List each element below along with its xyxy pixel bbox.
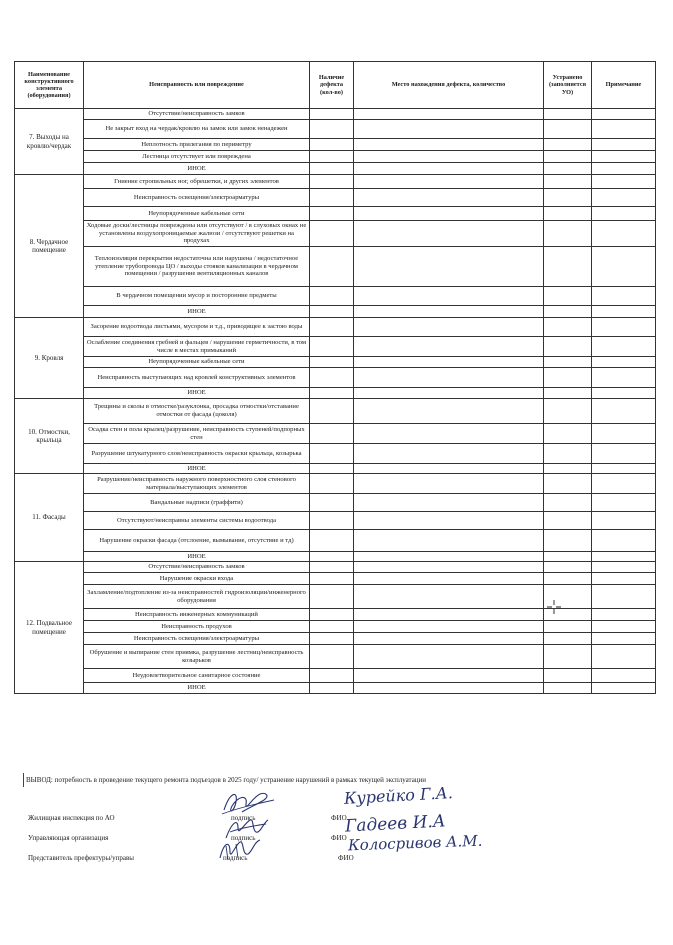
fixed-cell[interactable] [544, 562, 592, 573]
note-cell[interactable] [592, 585, 656, 609]
location-cell[interactable] [354, 175, 544, 189]
defect-cell: Вандальные надписи (граффити) [84, 494, 310, 512]
defect-cell: Отсутствие/неисправность замков [84, 562, 310, 573]
defect-cell: Нарушение окраски входа [84, 573, 310, 585]
location-cell[interactable] [354, 388, 544, 399]
note-cell[interactable] [592, 562, 656, 573]
presence-cell[interactable] [310, 444, 354, 464]
fixed-cell[interactable] [544, 207, 592, 221]
defect-cell: ИНОЕ [84, 388, 310, 399]
note-cell[interactable] [592, 621, 656, 633]
fixed-cell[interactable] [544, 368, 592, 388]
table-row [15, 464, 656, 474]
location-cell[interactable] [354, 444, 544, 464]
defect-cell: Неисправность освещения/электроарматуры [84, 633, 310, 645]
note-cell[interactable] [592, 221, 656, 247]
defect-cell: Неисправность инженерных коммуникаций [84, 609, 310, 621]
section-name: 8. Чердачное помещение [15, 175, 84, 318]
presence-cell[interactable] [310, 247, 354, 287]
table-row [15, 552, 656, 562]
defect-cell: Отсутствуют/неисправны элементы системы водоотвода [84, 512, 310, 530]
fixed-cell[interactable] [544, 530, 592, 552]
table-row [15, 175, 656, 189]
fixed-cell[interactable] [544, 189, 592, 207]
defect-cell: Теплоизоляция перекрытия недостаточна или нарушена / недостаточное утепление трубопровода ЦО / выходы стояков канализации в чердачном помещении / разрушение вентиляционных каналов [84, 247, 310, 287]
note-cell[interactable] [592, 175, 656, 189]
fixed-cell[interactable] [544, 399, 592, 424]
fixed-cell[interactable] [544, 573, 592, 585]
defect-cell: Ослабление соединения гребней и фальцев / нарушение герметичности, в том числе в местах примыканий [84, 337, 310, 357]
presence-cell[interactable] [310, 287, 354, 306]
presence-cell[interactable] [310, 109, 354, 120]
fixed-cell[interactable] [544, 683, 592, 694]
fixed-cell[interactable] [544, 221, 592, 247]
fixed-cell[interactable] [544, 163, 592, 175]
signer-3-fio-value: Колосривов А.М. [347, 831, 483, 855]
signer-3-role: Представитель префектуры/управы [28, 854, 135, 862]
table-row [15, 357, 656, 368]
location-cell[interactable] [354, 683, 544, 694]
location-cell[interactable] [354, 163, 544, 175]
defect-cell: Трещины и сколы в отмостке/разуклонка, просадка отмостки/отставание отмостки от фасада (цоколя) [84, 399, 310, 424]
presence-cell[interactable] [310, 609, 354, 621]
table-row [15, 120, 656, 139]
location-cell[interactable] [354, 306, 544, 318]
table-row [15, 621, 656, 633]
fixed-cell[interactable] [544, 151, 592, 163]
presence-cell[interactable] [310, 139, 354, 151]
presence-cell[interactable] [310, 474, 354, 494]
fixed-cell[interactable] [544, 357, 592, 368]
conclusion-text: ВЫВОД: потребность в проведение текущего ремонта подъездов в 2025 году/ устранение нарушений в рамках текущей эксплуатации [26, 776, 427, 784]
location-cell[interactable] [354, 573, 544, 585]
note-cell[interactable] [592, 287, 656, 306]
location-cell[interactable] [354, 120, 544, 139]
location-cell[interactable] [354, 207, 544, 221]
fixed-cell[interactable] [544, 512, 592, 530]
defect-cell: Не закрыт вход на чердак/кровлю на замок или замок ненадежен [84, 120, 310, 139]
location-cell[interactable] [354, 669, 544, 683]
defect-cell: Разрушение штукатурного слоя/неисправность окраски крыльца, козырька [84, 444, 310, 464]
table-row [15, 207, 656, 221]
table-row [15, 645, 656, 669]
defect-cell: ИНОЕ [84, 163, 310, 175]
fixed-cell[interactable] [544, 621, 592, 633]
col-fixed-header: Устранено (заполняется УО) [544, 62, 592, 109]
note-cell[interactable] [592, 683, 656, 694]
note-cell[interactable] [592, 552, 656, 562]
note-cell[interactable] [592, 633, 656, 645]
defect-cell: Нарушение окраски фасада (отслоение, вымывание, отсутствие и тд) [84, 530, 310, 552]
table-row [15, 530, 656, 552]
location-cell[interactable] [354, 621, 544, 633]
defect-cell: Неудовлетворительное санитарное состояние [84, 669, 310, 683]
fixed-cell[interactable] [544, 474, 592, 494]
presence-cell[interactable] [310, 633, 354, 645]
fixed-cell[interactable] [544, 139, 592, 151]
section-name: 11. Фасады [15, 474, 84, 562]
location-cell[interactable] [354, 139, 544, 151]
defect-cell: Засорение водоотвода листьями, мусором и т.д., приводящее к застою воды [84, 318, 310, 337]
note-cell[interactable] [592, 337, 656, 357]
location-cell[interactable] [354, 337, 544, 357]
signer-1-sign-label: подпись [231, 814, 256, 822]
location-cell[interactable] [354, 151, 544, 163]
location-cell[interactable] [354, 512, 544, 530]
section-name: 9. Кровля [15, 318, 84, 399]
table-row [15, 368, 656, 388]
signer-2-sign-label: подпись [231, 834, 256, 842]
crosshair-cursor-icon [546, 599, 562, 615]
note-cell[interactable] [592, 609, 656, 621]
table-row [15, 163, 656, 175]
location-cell[interactable] [354, 645, 544, 669]
location-cell[interactable] [354, 530, 544, 552]
defect-cell: Гниение стропильных ног, обрешетки, и других элементов [84, 175, 310, 189]
defect-cell: Ходовые доски/лестницы повреждены или отсутствуют / в слуховых окнах не установлены воздухопроницаемые жалюзи / отсутствуют решетки на продухах [84, 221, 310, 247]
location-cell[interactable] [354, 287, 544, 306]
presence-cell[interactable] [310, 207, 354, 221]
defect-cell: Разрушение/неисправность наружного поверхностного слоя стенового материала/выступающих элементов [84, 474, 310, 494]
note-cell[interactable] [592, 444, 656, 464]
location-cell[interactable] [354, 189, 544, 207]
fixed-cell[interactable] [544, 120, 592, 139]
col-presence-header: Наличие дефекта (кол-во) [310, 62, 354, 109]
note-cell[interactable] [592, 163, 656, 175]
location-cell[interactable] [354, 585, 544, 609]
table-row [15, 109, 656, 120]
fixed-cell[interactable] [544, 444, 592, 464]
section-name: 10. Отмостки, крыльца [15, 399, 84, 474]
presence-cell[interactable] [310, 175, 354, 189]
location-cell[interactable] [354, 609, 544, 621]
note-cell[interactable] [592, 306, 656, 318]
presence-cell[interactable] [310, 621, 354, 633]
defect-cell: Обрушение и выпирание стен приямка, разрушение лестниц/неисправность козырьков [84, 645, 310, 669]
signer-3-fio-label: ФИО [338, 854, 354, 862]
location-cell[interactable] [354, 474, 544, 494]
defect-cell: В чердачном помещении мусор и посторонние предметы [84, 287, 310, 306]
fixed-cell[interactable] [544, 287, 592, 306]
defect-cell: Неплотность прилегания по периметру [84, 139, 310, 151]
table-row [15, 512, 656, 530]
location-cell[interactable] [354, 399, 544, 424]
signer-1-fio-label: ФИО [331, 814, 347, 822]
note-cell[interactable] [592, 474, 656, 494]
note-cell[interactable] [592, 645, 656, 669]
defect-cell: Неупорядоченные кабельные сети [84, 357, 310, 368]
fixed-cell[interactable] [544, 464, 592, 474]
note-cell[interactable] [592, 139, 656, 151]
location-cell[interactable] [354, 221, 544, 247]
col-note-header: Примечание [592, 62, 656, 109]
signature-3-image [216, 836, 266, 864]
note-cell[interactable] [592, 573, 656, 585]
defect-cell: ИНОЕ [84, 306, 310, 318]
table-header [15, 62, 656, 109]
table-row [15, 633, 656, 645]
note-cell[interactable] [592, 399, 656, 424]
table-row [15, 424, 656, 444]
fixed-cell[interactable] [544, 645, 592, 669]
table-row [15, 221, 656, 247]
note-cell[interactable] [592, 207, 656, 221]
signer-1-fio-value: Курейко Г.А. [343, 783, 454, 808]
location-cell[interactable] [354, 633, 544, 645]
note-cell[interactable] [592, 424, 656, 444]
fixed-cell[interactable] [544, 388, 592, 399]
conclusion-marker [23, 773, 24, 787]
location-cell[interactable] [354, 109, 544, 120]
note-cell[interactable] [592, 494, 656, 512]
presence-cell[interactable] [310, 562, 354, 573]
table-row [15, 388, 656, 399]
fixed-cell[interactable] [544, 318, 592, 337]
table-row [15, 399, 656, 424]
location-cell[interactable] [354, 247, 544, 287]
table-row [15, 287, 656, 306]
section-name: 12. Подвальное помещение [15, 562, 84, 694]
defect-cell: ИНОЕ [84, 464, 310, 474]
presence-cell[interactable] [310, 399, 354, 424]
note-cell[interactable] [592, 109, 656, 120]
defect-cell: Неисправность освещения/электроарматуры [84, 189, 310, 207]
note-cell[interactable] [592, 464, 656, 474]
table-row [15, 151, 656, 163]
col-defect-header: Неисправность или повреждение [84, 62, 310, 109]
presence-cell[interactable] [310, 120, 354, 139]
location-cell[interactable] [354, 424, 544, 444]
presence-cell[interactable] [310, 494, 354, 512]
presence-cell[interactable] [310, 163, 354, 175]
presence-cell[interactable] [310, 368, 354, 388]
table-row [15, 444, 656, 464]
fixed-cell[interactable] [544, 552, 592, 562]
presence-cell[interactable] [310, 357, 354, 368]
signer-2-fio-value: Гадеев И.А [344, 811, 447, 837]
table-row [15, 306, 656, 318]
note-cell[interactable] [592, 247, 656, 287]
presence-cell[interactable] [310, 151, 354, 163]
presence-cell[interactable] [310, 189, 354, 207]
fixed-cell[interactable] [544, 337, 592, 357]
defect-cell: Лестница отсутствует или повреждена [84, 151, 310, 163]
note-cell[interactable] [592, 530, 656, 552]
presence-cell[interactable] [310, 585, 354, 609]
note-cell[interactable] [592, 120, 656, 139]
note-cell[interactable] [592, 669, 656, 683]
col-element-header: Наименование конструктивного элемента (оборудования) [15, 62, 84, 109]
presence-cell[interactable] [310, 552, 354, 562]
presence-cell[interactable] [310, 683, 354, 694]
table-row [15, 318, 656, 337]
fixed-cell[interactable] [544, 306, 592, 318]
table-row [15, 494, 656, 512]
defect-cell: Осадка стен и пола крылец/разрушение, неисправность ступеней/подпорных стен [84, 424, 310, 444]
table-row [15, 562, 656, 573]
col-location-header: Место нахождения дефекта, количество [354, 62, 544, 109]
presence-cell[interactable] [310, 512, 354, 530]
fixed-cell[interactable] [544, 669, 592, 683]
table-row [15, 474, 656, 494]
fixed-cell[interactable] [544, 175, 592, 189]
defect-cell: ИНОЕ [84, 683, 310, 694]
defect-cell: Отсутствие/неисправность замков [84, 109, 310, 120]
presence-cell[interactable] [310, 669, 354, 683]
defect-cell: Захламление/подтопление из-за неисправностей гидроизоляции/инженерного оборудования [84, 585, 310, 609]
presence-cell[interactable] [310, 337, 354, 357]
location-cell[interactable] [354, 357, 544, 368]
note-cell[interactable] [592, 512, 656, 530]
location-cell[interactable] [354, 318, 544, 337]
defect-cell: Неупорядоченные кабельные сети [84, 207, 310, 221]
presence-cell[interactable] [310, 388, 354, 399]
defect-cell: Неисправность выступающих над кровлей конструктивных элементов [84, 368, 310, 388]
presence-cell[interactable] [310, 221, 354, 247]
note-cell[interactable] [592, 189, 656, 207]
signer-2-role: Управляющая организация [28, 834, 109, 842]
signer-2-fio-label: ФИО [331, 834, 347, 842]
note-cell[interactable] [592, 318, 656, 337]
note-cell[interactable] [592, 357, 656, 368]
signer-1-role: Жилищная инспекция по АО [28, 814, 115, 822]
defect-cell: Неисправность продухов [84, 621, 310, 633]
table-row [15, 189, 656, 207]
presence-cell[interactable] [310, 464, 354, 474]
note-cell[interactable] [592, 368, 656, 388]
fixed-cell[interactable] [544, 424, 592, 444]
location-cell[interactable] [354, 562, 544, 573]
table-row [15, 669, 656, 683]
fixed-cell[interactable] [544, 109, 592, 120]
fixed-cell[interactable] [544, 247, 592, 287]
fixed-cell[interactable] [544, 494, 592, 512]
table-row [15, 139, 656, 151]
table-row [15, 337, 656, 357]
table-row [15, 573, 656, 585]
signer-3-sign-label: подпись [223, 854, 248, 862]
section-name: 7. Выходы на кровлю/чердак [15, 109, 84, 175]
table-row [15, 683, 656, 694]
presence-cell[interactable] [310, 645, 354, 669]
presence-cell[interactable] [310, 424, 354, 444]
note-cell[interactable] [592, 388, 656, 399]
note-cell[interactable] [592, 151, 656, 163]
presence-cell[interactable] [310, 306, 354, 318]
fixed-cell[interactable] [544, 633, 592, 645]
defect-cell: ИНОЕ [84, 552, 310, 562]
presence-cell[interactable] [310, 573, 354, 585]
table-row [15, 247, 656, 287]
location-cell[interactable] [354, 494, 544, 512]
presence-cell[interactable] [310, 530, 354, 552]
location-cell[interactable] [354, 368, 544, 388]
location-cell[interactable] [354, 552, 544, 562]
location-cell[interactable] [354, 464, 544, 474]
presence-cell[interactable] [310, 318, 354, 337]
